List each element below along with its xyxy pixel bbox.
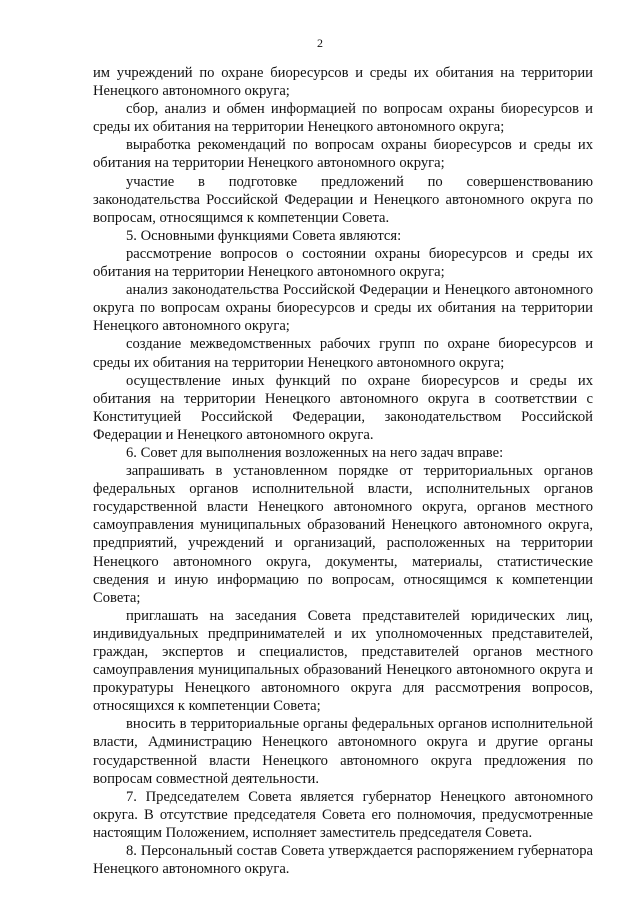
paragraph-12: приглашать на заседания Совета представителей юридических лиц, индивидуальных предпринимателей и их уполномоченных представителей, граждан, экспертов и специалистов, представителей органов местного самоуправления муниципальных образований Ненецкого автономного округа и прокуратуры Ненецкого автономного округа для рассмотрения вопросов, относящихся к компетенции Совета; — [93, 607, 593, 715]
paragraph-9: осуществление иных функций по охране биоресурсов и среды их обитания на территории Ненецкого автономного округа в соответствии с Конституцией Российской Федерации, законодательством Российской Федерации и Ненецкого автономного округа. — [93, 372, 593, 443]
section-6-heading: 6. Совет для выполнения возложенных на него задач вправе: — [126, 444, 504, 461]
paragraph-11: запрашивать в установленном порядке от территориальных органов федеральных органов исполнительной власти, исполнительных органов государственной власти Ненецкого автономного округа, органов местного самоуправления муниципальных образований Ненецкого автономного округа, предприятий, учреждений и организаций, расположенных на территории Ненецкого автономного округа, документы, материалы, статистические сведения и иную информацию по вопросам, относящимся к компетенции Совета; — [93, 463, 593, 606]
paragraph-13: вносить в территориальные органы федеральных органов исполнительной власти, Администрацию Ненецкого автономного округа и другие органы государственной власти Ненецкого автономного округа предложения по вопросам совместной деятельности. — [93, 716, 593, 787]
page-number: 2 — [317, 36, 323, 50]
section-7-paragraph: 7. Председателем Совета является губернатор Ненецкого автономного округа. В отсутствие председателя Совета его полномочия, предусмотренные настоящим Положением, исполняет заместитель председателя Совета. — [93, 788, 593, 841]
paragraph-8: создание межведомственных рабочих групп по охране биоресурсов и среды их обитания на территории Ненецкого автономного округа; — [93, 336, 593, 371]
paragraph-6: рассмотрение вопросов о состоянии охраны биоресурсов и среды их обитания на территории Ненецкого автономного округа; — [93, 245, 593, 281]
document-body — [93, 64, 593, 878]
paragraph-3: выработка рекомендаций по вопросам охраны биоресурсов и среды их обитания на территории Ненецкого автономного округа; — [93, 137, 593, 172]
paragraph-7: анализ законодательства Российской Федерации и Ненецкого автономного округа по вопросам охраны биоресурсов и среды их обитания на территории Ненецкого автономного округа; — [93, 282, 593, 335]
paragraph-2: сбор, анализ и обмен информацией по вопросам охраны биоресурсов и среды их обитания на территории Ненецкого автономного округа; — [93, 101, 593, 136]
paragraph-4: участие в подготовке предложений по совершенствованию законодательства Российской Федерации и Ненецкого автономного округа по вопросам, относящимся к компетенции Совета. — [93, 173, 593, 226]
paragraph-1: им учреждений по охране биоресурсов и среды их обитания на территории Ненецкого автономного округа; — [93, 65, 593, 100]
section-5-heading: 5. Основными функциями Совета являются: — [126, 227, 402, 244]
section-8-paragraph: 8. Персональный состав Совета утверждается распоряжением губернатора Ненецкого автономного округа. — [93, 843, 593, 878]
